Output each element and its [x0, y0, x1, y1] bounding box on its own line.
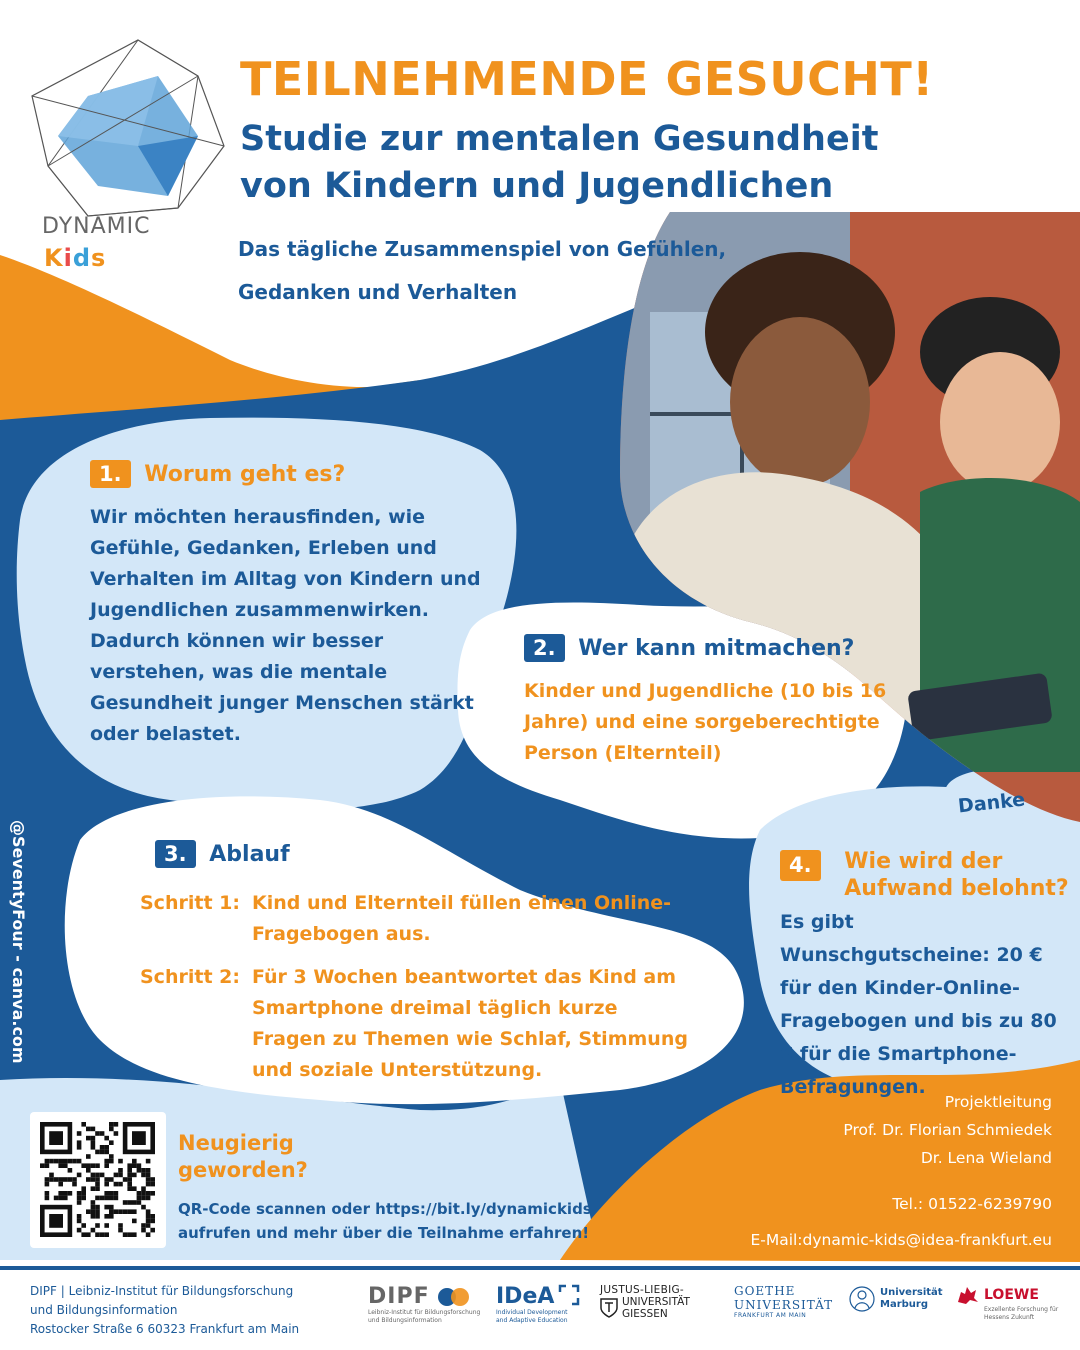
loewe-sub: Exzellente Forschung für: [984, 1306, 1059, 1313]
qr-code[interactable]: [30, 1112, 166, 1248]
tagline-line: Gedanken und Verhalten: [238, 280, 518, 304]
step-1: [140, 888, 700, 952]
jlu-line: UNIVERSITÄT: [622, 1296, 690, 1308]
section-4-title-line: Aufwand belohnt?: [844, 876, 1069, 901]
logo-kids: [44, 244, 106, 272]
section-2-heading: [524, 634, 854, 662]
qr-code-pattern: [30, 1112, 166, 1248]
loewe-lion-icon: [956, 1284, 980, 1306]
step-label: Schritt 1:: [140, 892, 240, 914]
contact-phone[interactable]: Tel.: 01522-6239790: [892, 1195, 1052, 1213]
logo-kids-letter: d: [72, 244, 92, 272]
section-3-number: 3.: [155, 840, 196, 868]
marburg-seal-icon: [848, 1284, 876, 1314]
marburg-word: Marburg: [880, 1299, 928, 1310]
jlu-line: GIESSEN: [622, 1308, 668, 1320]
marburg-logo: [848, 1284, 948, 1314]
section-4-title-line: Wie wird der: [844, 849, 1003, 874]
section-1-number: 1.: [90, 460, 131, 488]
dipf-sub: und Bildungsinformation: [368, 1317, 442, 1324]
loewe-logo: [956, 1284, 1066, 1322]
section-1-title: Worum geht es?: [144, 462, 346, 487]
tagline: [238, 228, 758, 314]
logo-kids-letter: s: [91, 244, 107, 272]
goethe-sub: FRANKFURT AM MAIN: [734, 1312, 807, 1319]
section-4-heading: [780, 848, 1069, 902]
footer-divider: [0, 1266, 1080, 1270]
danke-badge: Danke: [957, 788, 1027, 818]
loewe-word: LOEWE: [984, 1287, 1039, 1303]
address-line: Rostocker Straße 6 60323 Frankfurt am Main: [30, 1322, 300, 1336]
section-2-title: Wer kann mitmachen?: [578, 636, 855, 661]
poster-title: TEILNEHMENDE GESUCHT!: [240, 52, 934, 106]
step-text: Kind und Elternteil füllen einen Online-Fragebogen aus.: [252, 892, 672, 945]
dynamic-kids-logo-mark: [28, 36, 228, 226]
marburg-word: Universität: [880, 1287, 943, 1298]
footer-address: [30, 1282, 320, 1339]
dipf-sub: Leibniz-Institut für Bildungsforschung: [368, 1309, 481, 1316]
idea-sub: and Adaptive Education: [496, 1317, 568, 1324]
dipf-logo: [368, 1284, 480, 1325]
goethe-word: UNIVERSITÄT: [734, 1298, 834, 1312]
step-text: Für 3 Wochen beantwortet das Kind am Smartphone dreimal täglich kurze Fragen zu Themen wie Schlaf, Stimmung und soziale Unterstützung.: [252, 966, 688, 1081]
section-3-heading: [155, 840, 290, 868]
qr-heading: [178, 1130, 378, 1184]
section-2-body: Kinder und Jugendliche (10 bis 16 Jahre) und eine sorgeberechtigte Person (Elternteil): [524, 680, 887, 764]
jlu-logo: [600, 1284, 720, 1320]
address-line: DIPF | Leibniz-Institut für Bildungsforschung: [30, 1284, 294, 1298]
dipf-circles-icon: [436, 1287, 472, 1307]
tagline-line: Das tägliche Zusammenspiel von Gefühlen,: [238, 237, 727, 261]
section-1-heading: [90, 460, 345, 488]
loewe-sub: Hessens Zukunft: [984, 1314, 1035, 1321]
contact-email[interactable]: E-Mail:dynamic-kids@idea-frankfurt.eu: [750, 1231, 1052, 1249]
section-4-title: [844, 848, 1068, 902]
project-lead-label: Projektleitung: [944, 1093, 1052, 1111]
section-4-number: 4.: [780, 850, 821, 881]
step-2: [140, 962, 700, 1092]
logo-wordmark: DYNAMIC: [42, 214, 151, 239]
subtitle-line: Studie zur mentalen Gesundheit: [240, 119, 879, 159]
goethe-word: GOETHE: [734, 1284, 796, 1298]
project-lead-name: Dr. Lena Wieland: [920, 1149, 1052, 1167]
dipf-word: DIPF: [368, 1284, 430, 1309]
idea-sub: Individual Development: [496, 1309, 568, 1316]
qr-heading-line: geworden?: [178, 1158, 308, 1182]
step-label: Schritt 2:: [140, 966, 240, 988]
section-4-body: Es gibt Wunschgutscheine: 20 € für den Kinder-Online-Fragebogen und bis zu 80 € für die Smartphone-Befragungen.: [780, 911, 1057, 1098]
photo-credit: @SeventyFour - canva.com: [9, 820, 28, 1064]
idea-corners-icon: [558, 1284, 580, 1306]
project-lead: [752, 1088, 1052, 1172]
goethe-logo: [734, 1284, 834, 1320]
idea-logo: [496, 1284, 580, 1325]
section-3-title: Ablauf: [209, 842, 290, 867]
logo-kids-letter: i: [63, 244, 73, 272]
subtitle-line: von Kindern und Jugendlichen: [240, 166, 834, 206]
poster-subtitle: [240, 116, 920, 210]
section-2-number: 2.: [524, 634, 565, 662]
idea-word: IDeA: [496, 1284, 555, 1309]
qr-heading-line: Neugierig: [178, 1131, 294, 1155]
project-lead-name: Prof. Dr. Florian Schmiedek: [843, 1121, 1052, 1139]
qr-instruction-line[interactable]: QR-Code scannen oder https://bit.ly/dynamickids: [178, 1200, 592, 1218]
address-line: und Bildungsinformation: [30, 1303, 178, 1317]
jlu-line: JUSTUS-LIEBIG-: [600, 1284, 685, 1296]
qr-instructions: [178, 1197, 598, 1245]
jlu-shield-icon: [600, 1298, 618, 1318]
section-1-body: Wir möchten herausfinden, wie Gefühle, Gedanken, Erleben und Verhalten im Alltag von Kindern und Jugendlichen zusammenwirken. Dadurch können wir besser verstehen, was die mentale Gesundheit junger Menschen stärkt oder belastet.: [90, 506, 481, 745]
logo-kids-letter: K: [44, 244, 64, 272]
qr-instruction-line: aufrufen und mehr über die Teilnahme erfahren!: [178, 1224, 590, 1242]
